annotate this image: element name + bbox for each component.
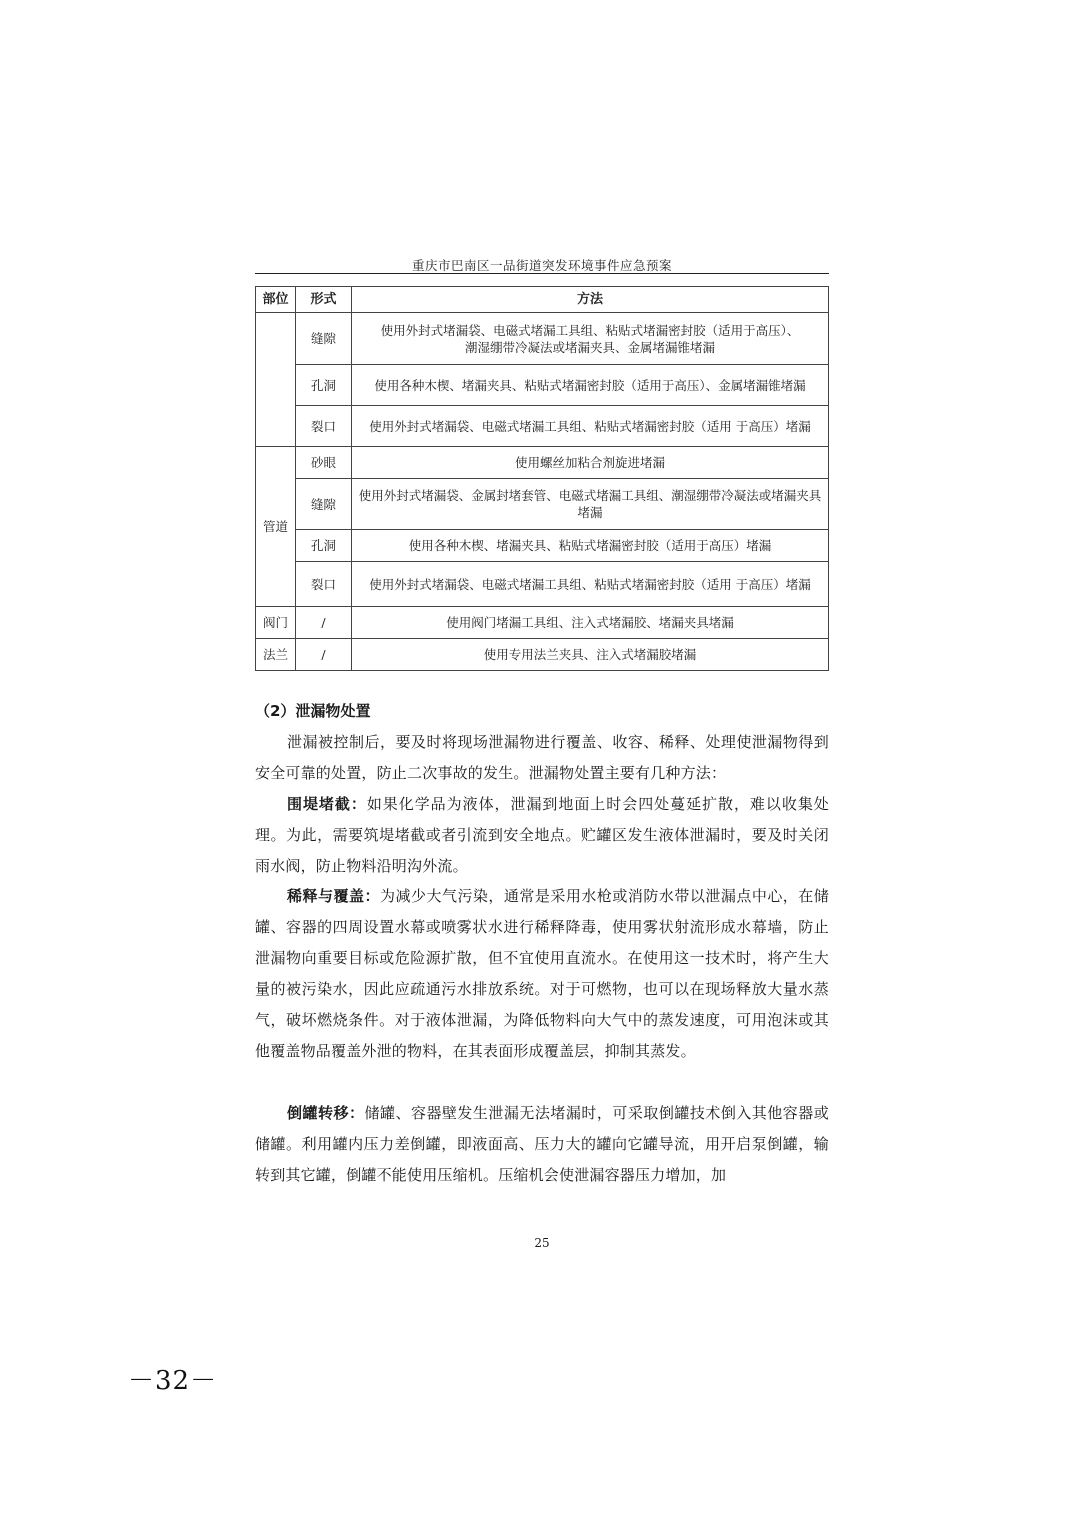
part-cell-flange: 法兰: [256, 639, 296, 671]
method-cell: 使用螺丝加粘合剂旋进堵漏: [352, 447, 829, 479]
method-cell: 使用各种木楔、堵漏夹具、粘贴式堵漏密封胶（适用于高压）、金属堵漏锥堵漏: [352, 365, 829, 406]
section-intro-paragraph: [255, 727, 829, 789]
part-cell-valve: 阀门: [256, 607, 296, 639]
form-cell: 缝隙: [296, 313, 352, 365]
table-row: [256, 313, 829, 365]
form-cell: 砂眼: [296, 447, 352, 479]
section-title: （2）泄漏物处置: [255, 702, 371, 720]
method-cell: 使用专用法兰夹具、注入式堵漏胶堵漏: [352, 639, 829, 671]
table-row: [256, 447, 829, 479]
header-rule: [255, 273, 829, 274]
form-cell: 裂口: [296, 406, 352, 447]
method-cell: 使用外封式堵漏袋、电磁式堵漏工具组、粘贴式堵漏密封胶（适用 于高压）堵漏: [352, 562, 829, 607]
inner-page-number: 25: [534, 1236, 550, 1250]
paragraph-tank-transfer: [255, 1098, 829, 1191]
form-cell: 孔洞: [296, 530, 352, 562]
outer-page-number: －32－: [128, 1366, 218, 1396]
paragraph-lead: 稀释与覆盖：: [287, 887, 380, 905]
paragraph-text: 为减少大气污染，通常是采用水枪或消防水带以泄漏点中心，在储罐、容器的四周设置水幕或喷雾状水进行稀释降毒，使用雾状射流形成水幕墙，防止泄漏物向重要目标或危险源扩散，但不宜使用直流水。在使用这一技术时，将产生大量的被污染水，因此应疏通污水排放系统。对于可燃物，也可以在现场释放大量水蒸气，破坏燃烧条件。对于液体泄漏，为降低物料向大气中的蒸发速度，可用泡沫或其他覆盖物品覆盖外泄的物料，在其表面形成覆盖层，抑制其蒸发。: [255, 887, 829, 1060]
table-row: [256, 530, 829, 562]
document-header-title: 重庆市巴南区一品街道突发环境事件应急预案: [411, 258, 672, 273]
paragraph-dilution-covering: [255, 881, 829, 1067]
part-cell-pipeline: 管道: [256, 447, 296, 607]
column-header-form: 形式: [296, 287, 352, 313]
method-cell: 使用外封式堵漏袋、电磁式堵漏工具组、粘贴式堵漏密封胶（适用 于高压）堵漏: [352, 406, 829, 447]
column-header-part: 部位: [256, 287, 296, 313]
leak-sealing-methods-table: [255, 286, 829, 671]
table-row: [256, 562, 829, 607]
paragraph-dike-blocking: [255, 789, 829, 882]
form-cell: 缝隙: [296, 479, 352, 530]
paragraph-lead: 围堤堵截：: [287, 795, 367, 813]
intro-text: 泄漏被控制后，要及时将现场泄漏物进行覆盖、收容、稀释、处理使泄漏物得到安全可靠的处置，防止二次事故的发生。泄漏物处置主要有几种方法：: [255, 733, 829, 782]
table-row: [256, 607, 829, 639]
method-cell: 使用阀门堵漏工具组、注入式堵漏胶、堵漏夹具堵漏: [352, 607, 829, 639]
table-row: [256, 479, 829, 530]
form-cell: 孔洞: [296, 365, 352, 406]
paragraph-text: 储罐、容器壁发生泄漏无法堵漏时，可采取倒罐技术倒入其他容器或储罐。利用罐内压力差倒罐，即液面高、压力大的罐向它罐导流，用开启泵倒罐，输转到其它罐，倒罐不能使用压缩机。压缩机会使泄漏容器压力增加，加: [255, 1104, 829, 1184]
form-cell: /: [296, 607, 352, 639]
paragraph-text: 如果化学品为液体，泄漏到地面上时会四处蔓延扩散，难以收集处理。为此，需要筑堤堵截或者引流到安全地点。贮罐区发生液体泄漏时，要及时关闭雨水阀，防止物料沿明沟外流。: [255, 795, 829, 875]
table-row: [256, 639, 829, 671]
paragraph-lead: 倒罐转移：: [287, 1104, 365, 1122]
table-row: [256, 406, 829, 447]
table-row: [256, 365, 829, 406]
form-cell: /: [296, 639, 352, 671]
method-cell: 使用外封式堵漏袋、电磁式堵漏工具组、粘贴式堵漏密封胶（适用于高压）、潮湿绷带冷凝法或堵漏夹具、金属堵漏锥堵漏: [352, 313, 829, 365]
method-cell: 使用外封式堵漏袋、金属封堵套管、电磁式堵漏工具组、潮湿绷带冷凝法或堵漏夹具堵漏: [352, 479, 829, 530]
column-header-method: 方法: [352, 287, 829, 313]
form-cell: 裂口: [296, 562, 352, 607]
table-header-row: [256, 287, 829, 313]
part-cell: [256, 313, 296, 447]
method-cell: 使用各种木楔、堵漏夹具、粘贴式堵漏密封胶（适用于高压）堵漏: [352, 530, 829, 562]
